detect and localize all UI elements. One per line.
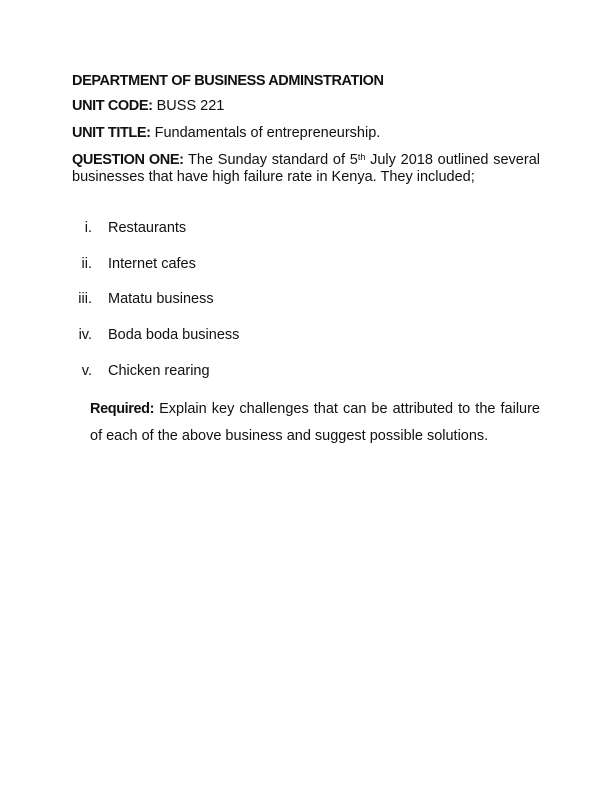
unit-code: UNIT CODE: BUSS 221 bbox=[72, 98, 225, 114]
list-item: i. Restaurants bbox=[84, 220, 187, 236]
list-item: ii. Internet cafes bbox=[81, 256, 196, 272]
required-paragraph: Required: Explain key challenges that can be attributed to the failure of each of the above business and suggest possible solutions. bbox=[90, 401, 540, 444]
list-item: iii. Matatu business bbox=[78, 291, 214, 307]
list-item: iv. Boda boda business bbox=[78, 327, 240, 343]
question-one: QUESTION ONE: The Sunday standard of 5th July 2018 outlined several businesses that have high failure rate in Kenya. They included; bbox=[72, 152, 540, 185]
department-heading: DEPARTMENT OF BUSINESS ADMINSTRATION bbox=[72, 73, 384, 89]
unit-title: UNIT TITLE: Fundamentals of entrepreneurship. bbox=[72, 125, 381, 141]
list-item: v. Chicken rearing bbox=[81, 363, 210, 379]
